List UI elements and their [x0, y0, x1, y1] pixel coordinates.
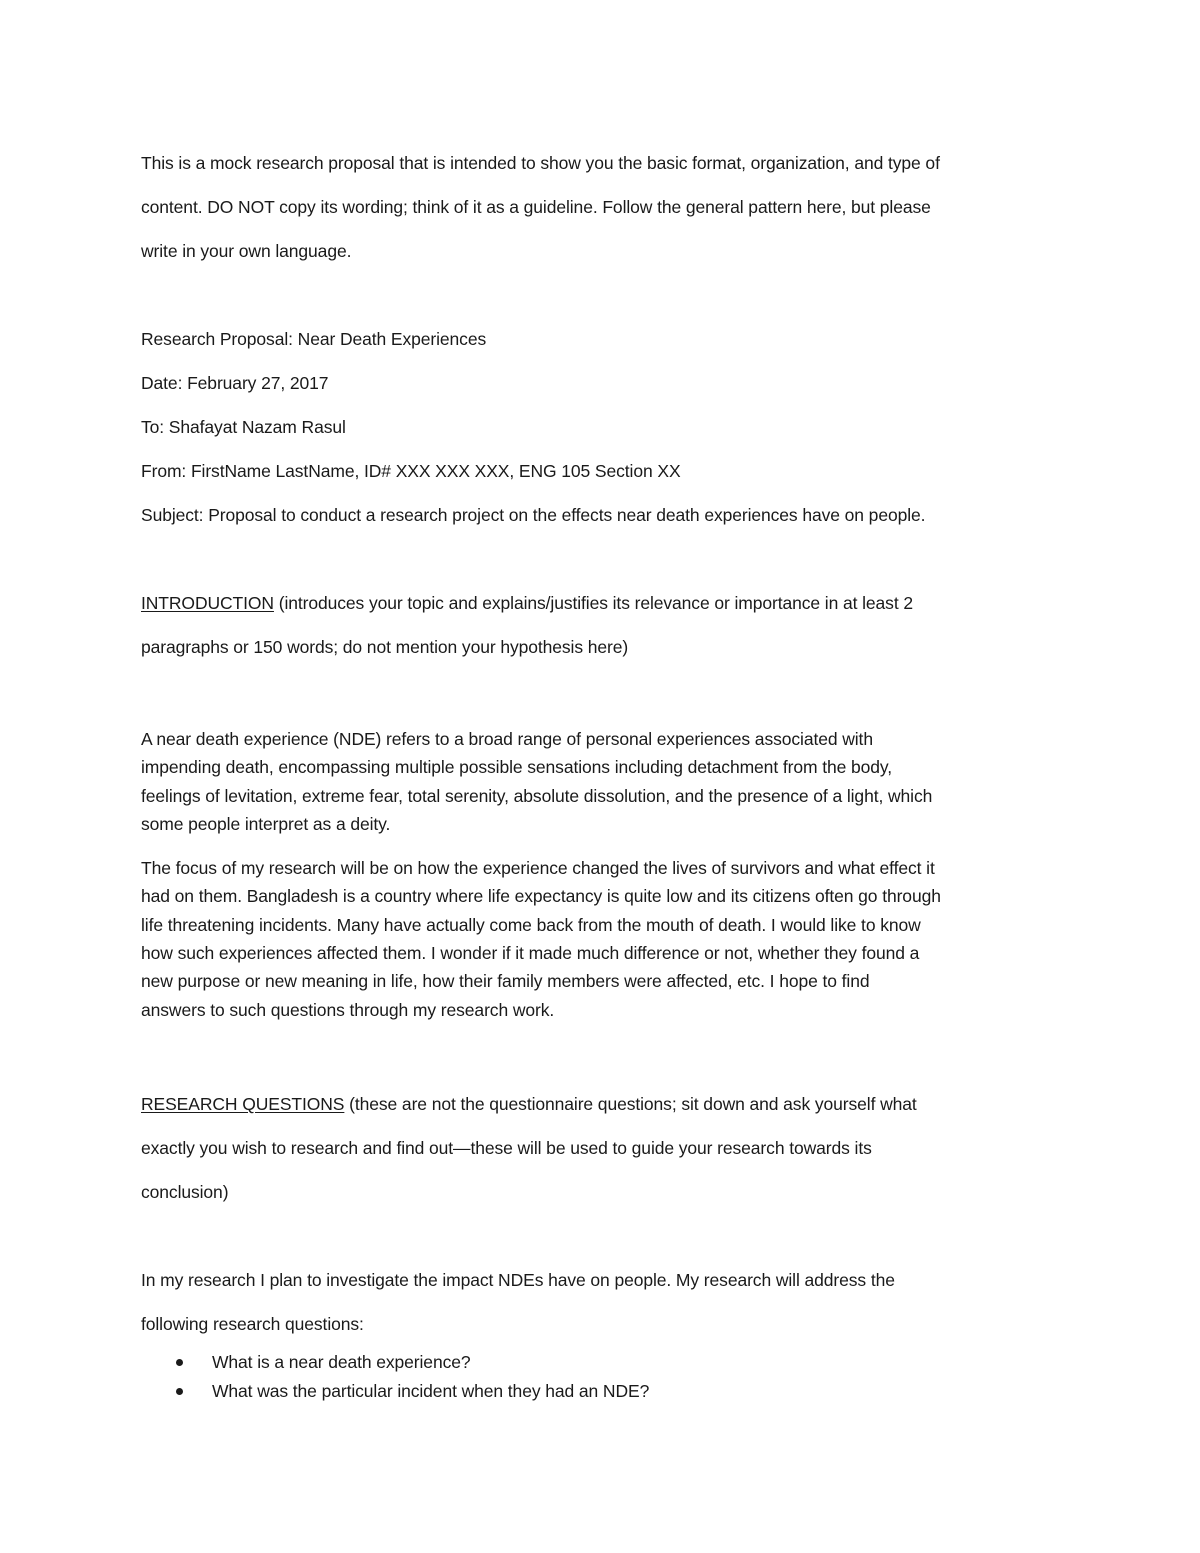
memo-from: From: FirstName LastName, ID# XXX XXX XXX, ENG 105 Section XX [141, 461, 681, 481]
research-questions-list [141, 1348, 1061, 1406]
introduction-heading-line [141, 581, 1061, 625]
introduction-heading: INTRODUCTION [141, 593, 274, 613]
bullet-icon [176, 1388, 183, 1395]
research-question: What is a near death experience? [212, 1351, 471, 1372]
proposal-title: Research Proposal: Near Death Experiences [141, 329, 487, 349]
introduction-instruction-cont: paragraphs or 150 words; do not mention your hypothesis here) [141, 637, 629, 657]
research-question: What was the particular incident when they had an NDE? [212, 1380, 650, 1401]
document-body [141, 141, 1061, 1406]
research-questions-section [141, 1082, 1061, 1406]
list-item [141, 1348, 1061, 1377]
intro-note-line: write in your own language. [141, 241, 352, 261]
paragraph-line: The focus of my research will be on how the experience changed the lives of survivors and what effect it [141, 858, 935, 879]
paragraph-line: life threatening incidents. Many have actually come back from the mouth of death. I would like to know [141, 914, 921, 935]
research-questions-heading-line [141, 1082, 1061, 1126]
intro-note [141, 141, 1061, 273]
introduction-section [141, 581, 1061, 1024]
paragraph-line: feelings of levitation, extreme fear, total serenity, absolute dissolution, and the presence of a light, which [141, 785, 933, 806]
paragraph-line: how such experiences affected them. I wonder if it made much difference or not, whether they found a [141, 943, 920, 964]
introduction-paragraph-1 [141, 725, 1061, 838]
research-lead: In my research I plan to investigate the impact NDEs have on people. My research will address the [141, 1269, 895, 1290]
research-questions-heading: RESEARCH QUESTIONS [141, 1093, 345, 1114]
intro-note-line: content. DO NOT copy its wording; think of it as a guideline. Follow the general pattern here, but please [141, 197, 931, 217]
paragraph-line: impending death, encompassing multiple possible sensations including detachment from the body, [141, 757, 893, 778]
paragraph-line: A near death experience (NDE) refers to a broad range of personal experiences associated with [141, 729, 873, 749]
paragraph-line: new purpose or new meaning in life, how their family members were affected, etc. I hope to find [141, 971, 870, 992]
list-item [141, 1377, 1061, 1406]
paragraph-line: had on them. Bangladesh is a country where life expectancy is quite low and its citizens often go through [141, 886, 941, 907]
memo-subject: Subject: Proposal to conduct a research project on the effects near death experiences have on people. [141, 505, 926, 525]
memo-header [141, 317, 1061, 537]
introduction-instruction: (introduces your topic and explains/justifies its relevance or importance in at least 2 [273, 593, 913, 613]
research-lead: following research questions: [141, 1313, 364, 1334]
memo-date: Date: February 27, 2017 [141, 373, 329, 393]
bullet-icon [176, 1359, 183, 1366]
paragraph-line: some people interpret as a deity. [141, 813, 391, 834]
memo-to: To: Shafayat Nazam Rasul [141, 417, 346, 437]
research-questions-instruction: (these are not the questionnaire questions; sit down and ask yourself what [344, 1093, 917, 1114]
research-questions-instruction-cont: conclusion) [141, 1181, 229, 1202]
introduction-paragraph-2 [141, 854, 1061, 1024]
intro-note-line: This is a mock research proposal that is intended to show you the basic format, organization, and type of [141, 153, 940, 173]
paragraph-line: answers to such questions through my research work. [141, 999, 555, 1020]
research-questions-instruction-cont: exactly you wish to research and find out—these will be used to guide your research towards its [141, 1137, 872, 1158]
